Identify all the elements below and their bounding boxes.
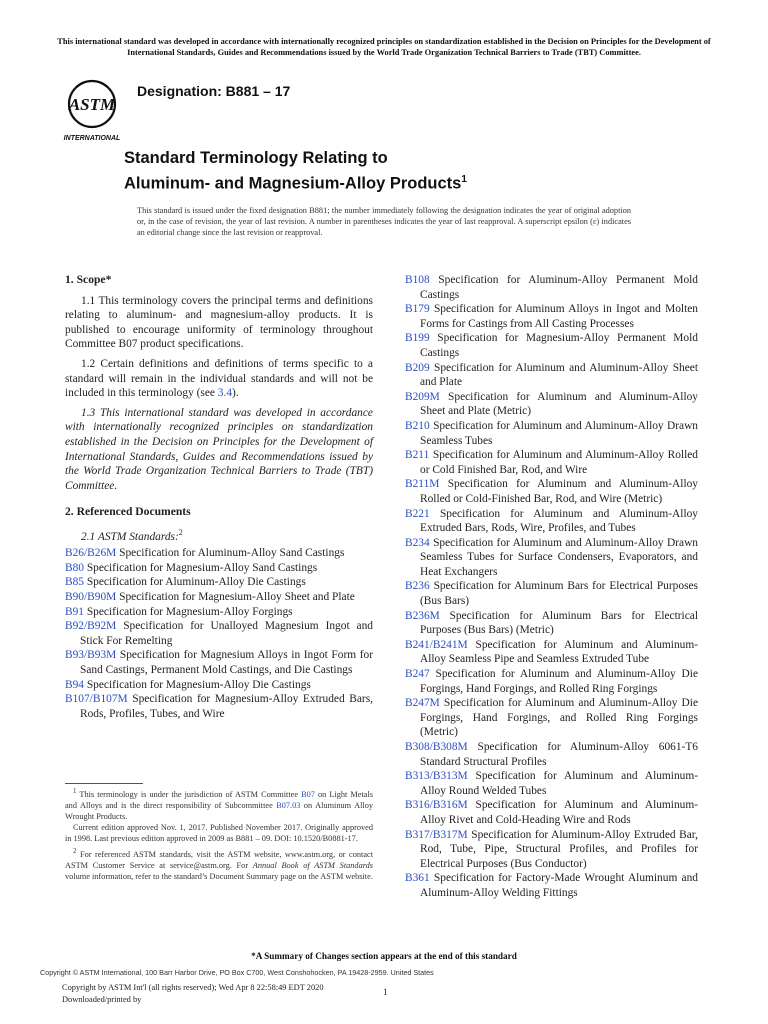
footnote-2: $^2$ For referenced ASTM standards, visit the ASTM website, www.astm.org, or contact ASTM Customer Service at service@astm.org. For Annual Book of ASTM Standards volume information, refer to the standard’s Document Summary page on the ASTM website. (65, 847, 374, 881)
reference-title: Specification for Aluminum and Aluminum-Alloy Extruded Bars, Rods, Wire, Profiles, and Tubes (420, 507, 698, 535)
reference-code-link[interactable]: B247 (405, 668, 430, 681)
downloaded-by: Downloaded/printed by (62, 995, 142, 1004)
reference-code-link[interactable]: B92/B92M (65, 620, 117, 633)
reference-item (405, 740, 698, 769)
footnote-1-edition: Current edition approved Nov. 1, 2017. Published November 2017. Originally approved in 1998. Last previous edition approved in 2009 as B881 – 09. DOI: 10.1520/B0881-17. (65, 822, 373, 843)
reference-code-link[interactable]: B80 (65, 561, 84, 574)
reference-item (405, 302, 698, 331)
reference-item (65, 590, 373, 605)
reference-title: Specification for Aluminum and Aluminum-Alloy Rolled or Cold Finished Bar, Rod, and Wire (420, 449, 698, 476)
reference-code-link[interactable]: B313/B313M (405, 770, 468, 783)
reference-title: Specification for Aluminum and Aluminum-Alloy Sheet and Plate (Metric) (420, 390, 698, 418)
reference-title: Specification for Aluminum and Aluminum-Alloy Round Welded Tubes (420, 770, 698, 797)
reference-title: Specification for Aluminum Bars for Electrical Purposes (Bus Bars) (420, 580, 698, 608)
reference-code-link[interactable]: B236M (405, 609, 440, 622)
subcommittee-link[interactable]: B07.03 (276, 800, 301, 810)
reference-code-link[interactable]: B211M (405, 478, 440, 491)
reference-code-link[interactable]: B236 (405, 580, 430, 593)
reference-item (405, 507, 698, 536)
reference-item (405, 536, 698, 580)
reference-item (405, 361, 698, 390)
astm-standards-subheading: 2.1 ASTM Standards:$^2$ (81, 527, 183, 543)
reference-code-link[interactable]: B211 (405, 449, 430, 462)
scope-heading: 1. Scope* (65, 273, 112, 286)
standards-banner: This international standard was developed in accordance with internationally recognized principles on standardization established in the Decision on Principles for the Development of International Standards, Guides and Recommendations issued by the World Trade Organization Technical Barriers to Trade (TBT) Committee. (57, 37, 711, 57)
left-reference-list (65, 546, 373, 721)
scope-paragraph-1: 1.1 This terminology covers the principal terms and definitions relating to aluminum- and magnesium-alloy products. It is published to encourage uniformity of terminology throughout Committee B07 product specifications. (65, 294, 373, 351)
reference-item (405, 579, 698, 608)
reference-code-link[interactable]: B179 (405, 303, 430, 316)
reference-code-link[interactable]: B316/B316M (405, 799, 468, 812)
right-column (405, 273, 698, 901)
reference-code-link[interactable]: B209 (405, 361, 430, 374)
reference-item (405, 448, 698, 477)
reference-code-link[interactable]: B26/B26M (65, 547, 117, 560)
reference-item (405, 769, 698, 798)
reference-item (405, 696, 698, 740)
reference-code-link[interactable]: B241/B241M (405, 638, 468, 651)
reference-code-link[interactable]: B221 (405, 507, 430, 520)
reference-title: Specification for Magnesium Alloys in Ingot Form for Sand Castings, Permanent Mold Castings, and Die Castings (80, 649, 373, 677)
footnote-divider (65, 783, 143, 784)
astm-logo-icon (62, 78, 122, 144)
reference-item (405, 477, 698, 506)
reference-item (405, 390, 698, 419)
reference-title: Specification for Aluminum-Alloy Sand Castings (116, 547, 345, 560)
reference-item (405, 273, 698, 302)
reference-code-link[interactable]: B93/B93M (65, 649, 117, 662)
reference-item (65, 561, 373, 576)
reference-title: Specification for Aluminum and Aluminum-Alloy Drawn Seamless Tubes (420, 419, 698, 447)
title-footnote-mark: 1 (461, 174, 467, 185)
reference-item (405, 419, 698, 448)
reference-title: Specification for Aluminum and Aluminum-Alloy Sheet and Plate (420, 361, 698, 389)
reference-title: Specification for Aluminum and Aluminum-Alloy Drawn Seamless Tubes for Surface Condensers, Evaporators, and Heat Exchangers (420, 536, 698, 578)
preamble: This standard is issued under the fixed designation B881; the number immediately following the designation indicates the year of original adoption or, in the case of revision, the year of last revision. A number in parentheses indicates the year of last reapproval. A superscript epsilon (ε) indicates an editorial change since the last revision or reapproval. (137, 206, 631, 237)
copyright-line: Copyright © ASTM International, 100 Barr Harbor Drive, PO Box C700, West Conshohocken, PA 19428-2959. United States (40, 968, 434, 977)
reference-code-link[interactable]: B91 (65, 605, 84, 618)
reference-code-link[interactable]: B308/B308M (405, 741, 468, 753)
reference-item (405, 667, 698, 696)
footnotes (65, 786, 373, 882)
reference-item (405, 871, 698, 900)
footnote-1: $^1$ This terminology is under the jurisdiction of ASTM Committee B07 on Light Metals and Alloys and is the direct responsibility of Subcommittee B07.03 on Aluminum Alloy Wrought Products. (65, 788, 373, 821)
reference-code-link[interactable]: B247M (405, 697, 440, 710)
reference-code-link[interactable]: B234 (405, 536, 430, 549)
reference-title: Specification for Factory-Made Wrought Aluminum and Aluminum-Alloy Welding Fittings (420, 872, 698, 899)
reference-item (405, 798, 698, 827)
reference-item (405, 828, 698, 872)
reference-code-link[interactable]: B209M (405, 390, 440, 403)
summary-note: *A Summary of Changes section appears at the end of this standard (251, 951, 517, 961)
reference-title: Specification for Aluminum and Aluminum-Alloy Die Forgings, Hand Forgings, and Rolled Ring Forgings (Metric) (420, 697, 698, 739)
reference-title: Specification for Aluminum and Aluminum-Alloy Seamless Pipe and Seamless Extruded Tube (420, 638, 698, 666)
reference-item (65, 692, 373, 721)
reference-item (405, 609, 698, 638)
reference-title: Specification for Magnesium-Alloy Sand Castings (84, 561, 318, 574)
reference-item (65, 575, 373, 590)
reference-item (405, 331, 698, 360)
reference-item (405, 638, 698, 667)
reference-title: Specification for Aluminum-Alloy 6061-T6 Standard Structural Profiles (420, 741, 698, 768)
reference-item (65, 546, 373, 561)
section-link[interactable]: 3.4 (217, 387, 233, 400)
reference-code-link[interactable]: B90/B90M (65, 591, 117, 604)
left-column (65, 273, 373, 721)
download-stamp: Copyright by ASTM Int'l (all rights reserved); Wed Apr 8 22:58:49 EDT 2020 (62, 983, 324, 992)
reference-title: Specification for Aluminum-Alloy Permanent Mold Castings (420, 274, 698, 301)
reference-code-link[interactable]: B85 (65, 576, 84, 589)
committee-link[interactable]: B07 (301, 789, 315, 799)
reference-title: Specification for Aluminum-Alloy Die Castings (84, 576, 306, 589)
scope-paragraph-2: 1.2 Certain definitions and definitions of terms specific to a standard will remain in the individual standards and will not be included in this terminology (see 3.4). (65, 357, 373, 400)
reference-title: Specification for Aluminum and Aluminum-Alloy Rivet and Cold-Heading Wire and Rods (420, 799, 698, 826)
reference-item (65, 678, 373, 693)
designation: Designation: B881 – 17 (137, 83, 291, 99)
page-number: 1 (383, 987, 388, 997)
title-line-2: Aluminum- and Magnesium-Alloy Products (124, 174, 462, 193)
reference-title: Specification for Aluminum-Alloy Extruded Bar, Rod, Tube, Pipe, Structural Profiles, and Profiles for Electrical Purposes (Bus Conductor) (420, 828, 698, 870)
title-line-1: Standard Terminology Relating to (124, 149, 388, 167)
cutoff-text-line (62, 1012, 65, 1021)
reference-code-link[interactable]: B107/B107M (65, 693, 128, 706)
logo-text: ASTM (68, 95, 116, 114)
reference-title: Specification for Magnesium-Alloy Extruded Bars, Rods, Profiles, Tubes, and Wire (80, 693, 373, 720)
reference-title: Specification for Magnesium-Alloy Die Castings (84, 678, 311, 691)
reference-code-link[interactable]: B361 (405, 872, 430, 885)
reference-item (65, 605, 373, 620)
reference-title: Specification for Aluminum and Aluminum-Alloy Die Forgings, Hand Forgings, and Rolled Ring Forgings (420, 668, 698, 695)
reference-code-link[interactable]: B199 (405, 332, 430, 345)
reference-title: Specification for Magnesium-Alloy Forgings (84, 605, 293, 618)
reference-title: Specification for Unalloyed Magnesium Ingot and Stick For Remelting (80, 620, 373, 647)
reference-title: Specification for Aluminum Bars for Electrical Purposes (Bus Bars) (Metric) (420, 609, 698, 637)
right-reference-list (405, 273, 698, 901)
reference-code-link[interactable]: B94 (65, 678, 84, 691)
reference-code-link[interactable]: B317/B317M (405, 828, 468, 841)
document-title (124, 148, 467, 195)
reference-code-link[interactable]: B210 (405, 419, 430, 432)
reference-item (65, 648, 373, 677)
references-heading: 2. Referenced Documents (65, 505, 191, 519)
scope-paragraph-3: 1.3 This international standard was developed in accordance with internationally recognized principles on standardization established in the Decision on Principles for the Development of International Standards, Guides and Recommendations issued by the World Trade Organization Technical Barriers to Trade (TBT) Committee. (65, 406, 373, 492)
reference-code-link[interactable]: B108 (405, 274, 430, 286)
logo-subtext: INTERNATIONAL (63, 135, 121, 142)
reference-title: Specification for Magnesium-Alloy Sheet and Plate (116, 591, 355, 604)
reference-title: Specification for Aluminum and Aluminum-Alloy Rolled or Cold-Finished Bar, Rod, and Wire (Metric) (420, 478, 698, 505)
reference-item (65, 619, 373, 648)
reference-title: Specification for Magnesium-Alloy Permanent Mold Castings (420, 332, 698, 359)
reference-title: Specification for Aluminum Alloys in Ingot and Molten Forms for Castings from All Casting Processes (420, 303, 698, 330)
